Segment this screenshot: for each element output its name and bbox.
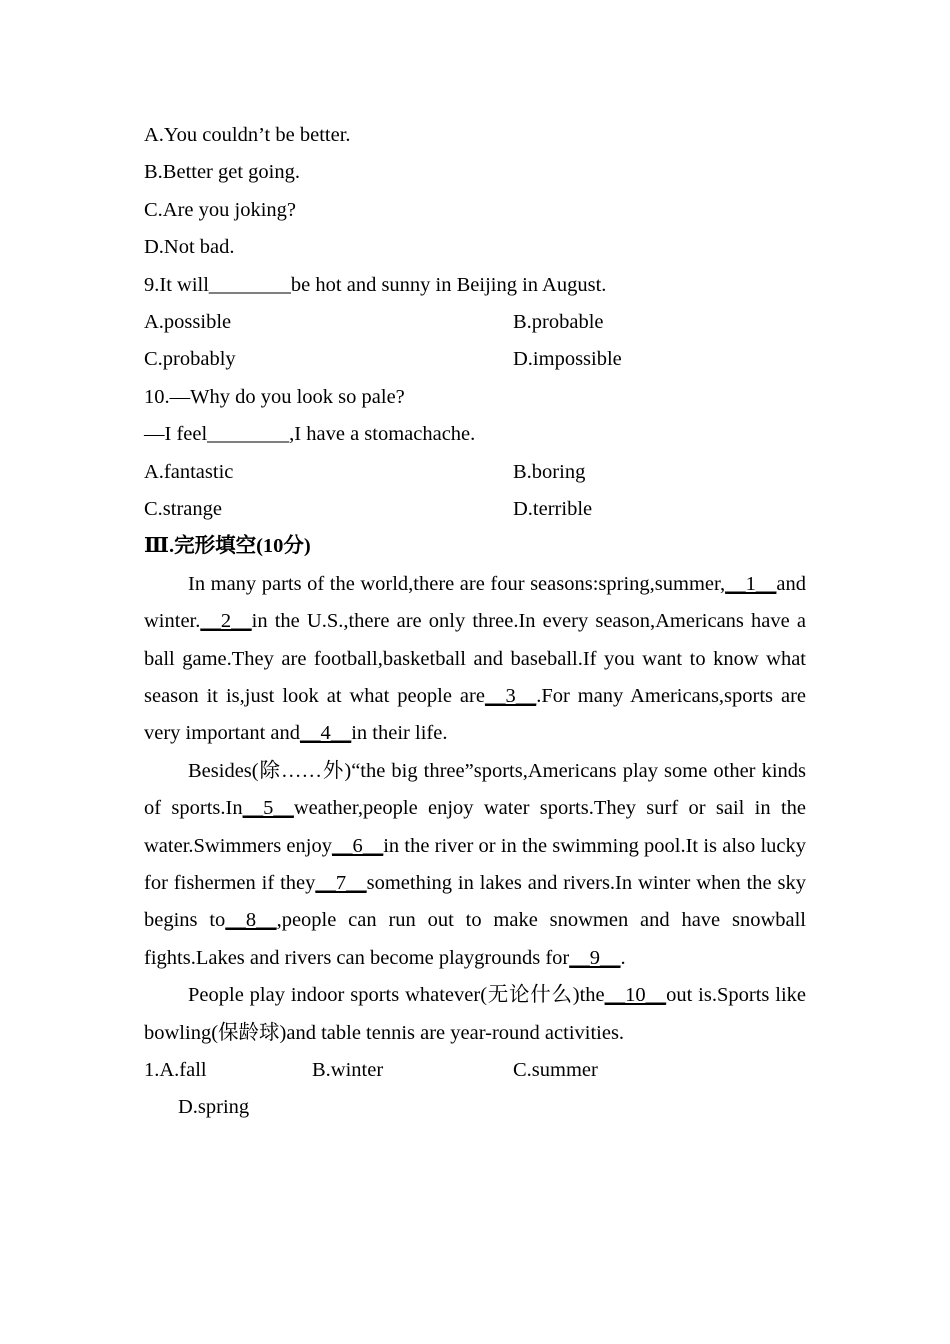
- q9-option-b: B.probable: [513, 310, 604, 333]
- p2-text-4: something in lakes and rivers.In winter when the sky begins to: [144, 871, 806, 932]
- q10-option-a: A.fantastic: [144, 460, 234, 483]
- cloze-q1-option-b: B.winter: [312, 1058, 384, 1081]
- q9-option-a: A.possible: [144, 310, 232, 333]
- cloze-blank-8: __8__: [225, 909, 277, 932]
- q9-blank: ________: [208, 273, 291, 296]
- q10-option-b: B.boring: [513, 460, 586, 483]
- cloze-blank-3: __3__: [484, 684, 537, 707]
- cloze-blank-10: __10__: [604, 984, 667, 1007]
- p2-text-6: .: [620, 946, 626, 969]
- p2-text-1: Besides(除……外)“the big three”sports,Americans play some other kinds of sports.In: [144, 759, 806, 820]
- q8-option-b: B.Better get going.: [144, 161, 301, 184]
- cloze-paragraph-1: [144, 566, 806, 753]
- q10-blank: ________: [207, 423, 290, 446]
- q9-stem: [144, 267, 806, 304]
- p2-text-3: in the river or in the swimming pool.It is also lucky for fishermen if they: [144, 834, 807, 894]
- document-page: [144, 117, 806, 1127]
- cloze-blank-9: __9__: [569, 946, 621, 969]
- q8-option-a: A.You couldn’t be better.: [144, 124, 351, 146]
- p1-text-2: and winter.: [144, 572, 806, 633]
- q10-line-2: [144, 416, 806, 453]
- p3-text-1: People play indoor sports whatever(无论什么)the: [188, 984, 605, 1007]
- q9-stem-after: be hot and sunny in Beijing in August.: [290, 273, 607, 296]
- p1-text-4: .For many Americans,sports are very important and: [144, 684, 807, 745]
- q10-line2-before: —I feel: [144, 423, 208, 446]
- q9-option-d: D.impossible: [513, 348, 622, 371]
- q10-option-d: D.terrible: [513, 497, 593, 520]
- cloze-q1-option-d: D.spring: [178, 1096, 250, 1119]
- section-3-heading: Ⅲ.完形填空(10分): [144, 535, 311, 558]
- cloze-q1-option-c: C.summer: [513, 1058, 598, 1081]
- q9-options-row-1: [144, 304, 806, 341]
- q9-stem-before: 9.It will: [144, 273, 209, 296]
- cloze-q1-options-row: [144, 1052, 806, 1089]
- cloze-q1-option-a: 1.A.fall: [144, 1058, 207, 1081]
- p1-text-1: In many parts of the world,there are four seasons:spring,summer,: [188, 572, 726, 595]
- p2-text-2: weather,people enjoy water sports.They surf or sail in the water.Swimmers enjoy: [144, 797, 806, 857]
- cloze-blank-4: __4__: [299, 722, 352, 745]
- cloze-blank-2: __2__: [200, 610, 252, 633]
- q8-option-d: D.Not bad.: [144, 236, 235, 259]
- p1-text-3: in the U.S.,there are only three.In every season,Americans have a ball game.They are football,basketball and baseball.If you want to know what season it is,just look at what people are: [144, 610, 806, 707]
- cloze-blank-5: __5__: [242, 797, 294, 820]
- q9-options-row-2: [144, 341, 806, 378]
- q10-line-1: 10.—Why do you look so pale?: [144, 385, 405, 408]
- q10-options-row-2: [144, 491, 806, 528]
- q10-line2-after: ,I have a stomachache.: [289, 423, 476, 446]
- cloze-blank-7: __7__: [315, 871, 367, 894]
- cloze-paragraph-2: [144, 753, 806, 977]
- p3-text-2: out is.Sports like bowling(保龄球)and table tennis are year-round activities.: [144, 984, 806, 1044]
- q9-option-c: C.probably: [144, 348, 236, 371]
- cloze-blank-6: __6__: [331, 834, 384, 857]
- p2-text-5: ,people can run out to make snowmen and have snowball fights.Lakes and rivers can become playgrounds for: [144, 909, 807, 969]
- q10-options-row-1: [144, 454, 806, 491]
- p1-text-5: in their life.: [351, 722, 448, 745]
- q10-option-c: C.strange: [144, 497, 222, 520]
- cloze-paragraph-3: [144, 977, 806, 1052]
- cloze-blank-1: __1__: [725, 572, 777, 595]
- q8-option-c: C.Are you joking?: [144, 198, 297, 221]
